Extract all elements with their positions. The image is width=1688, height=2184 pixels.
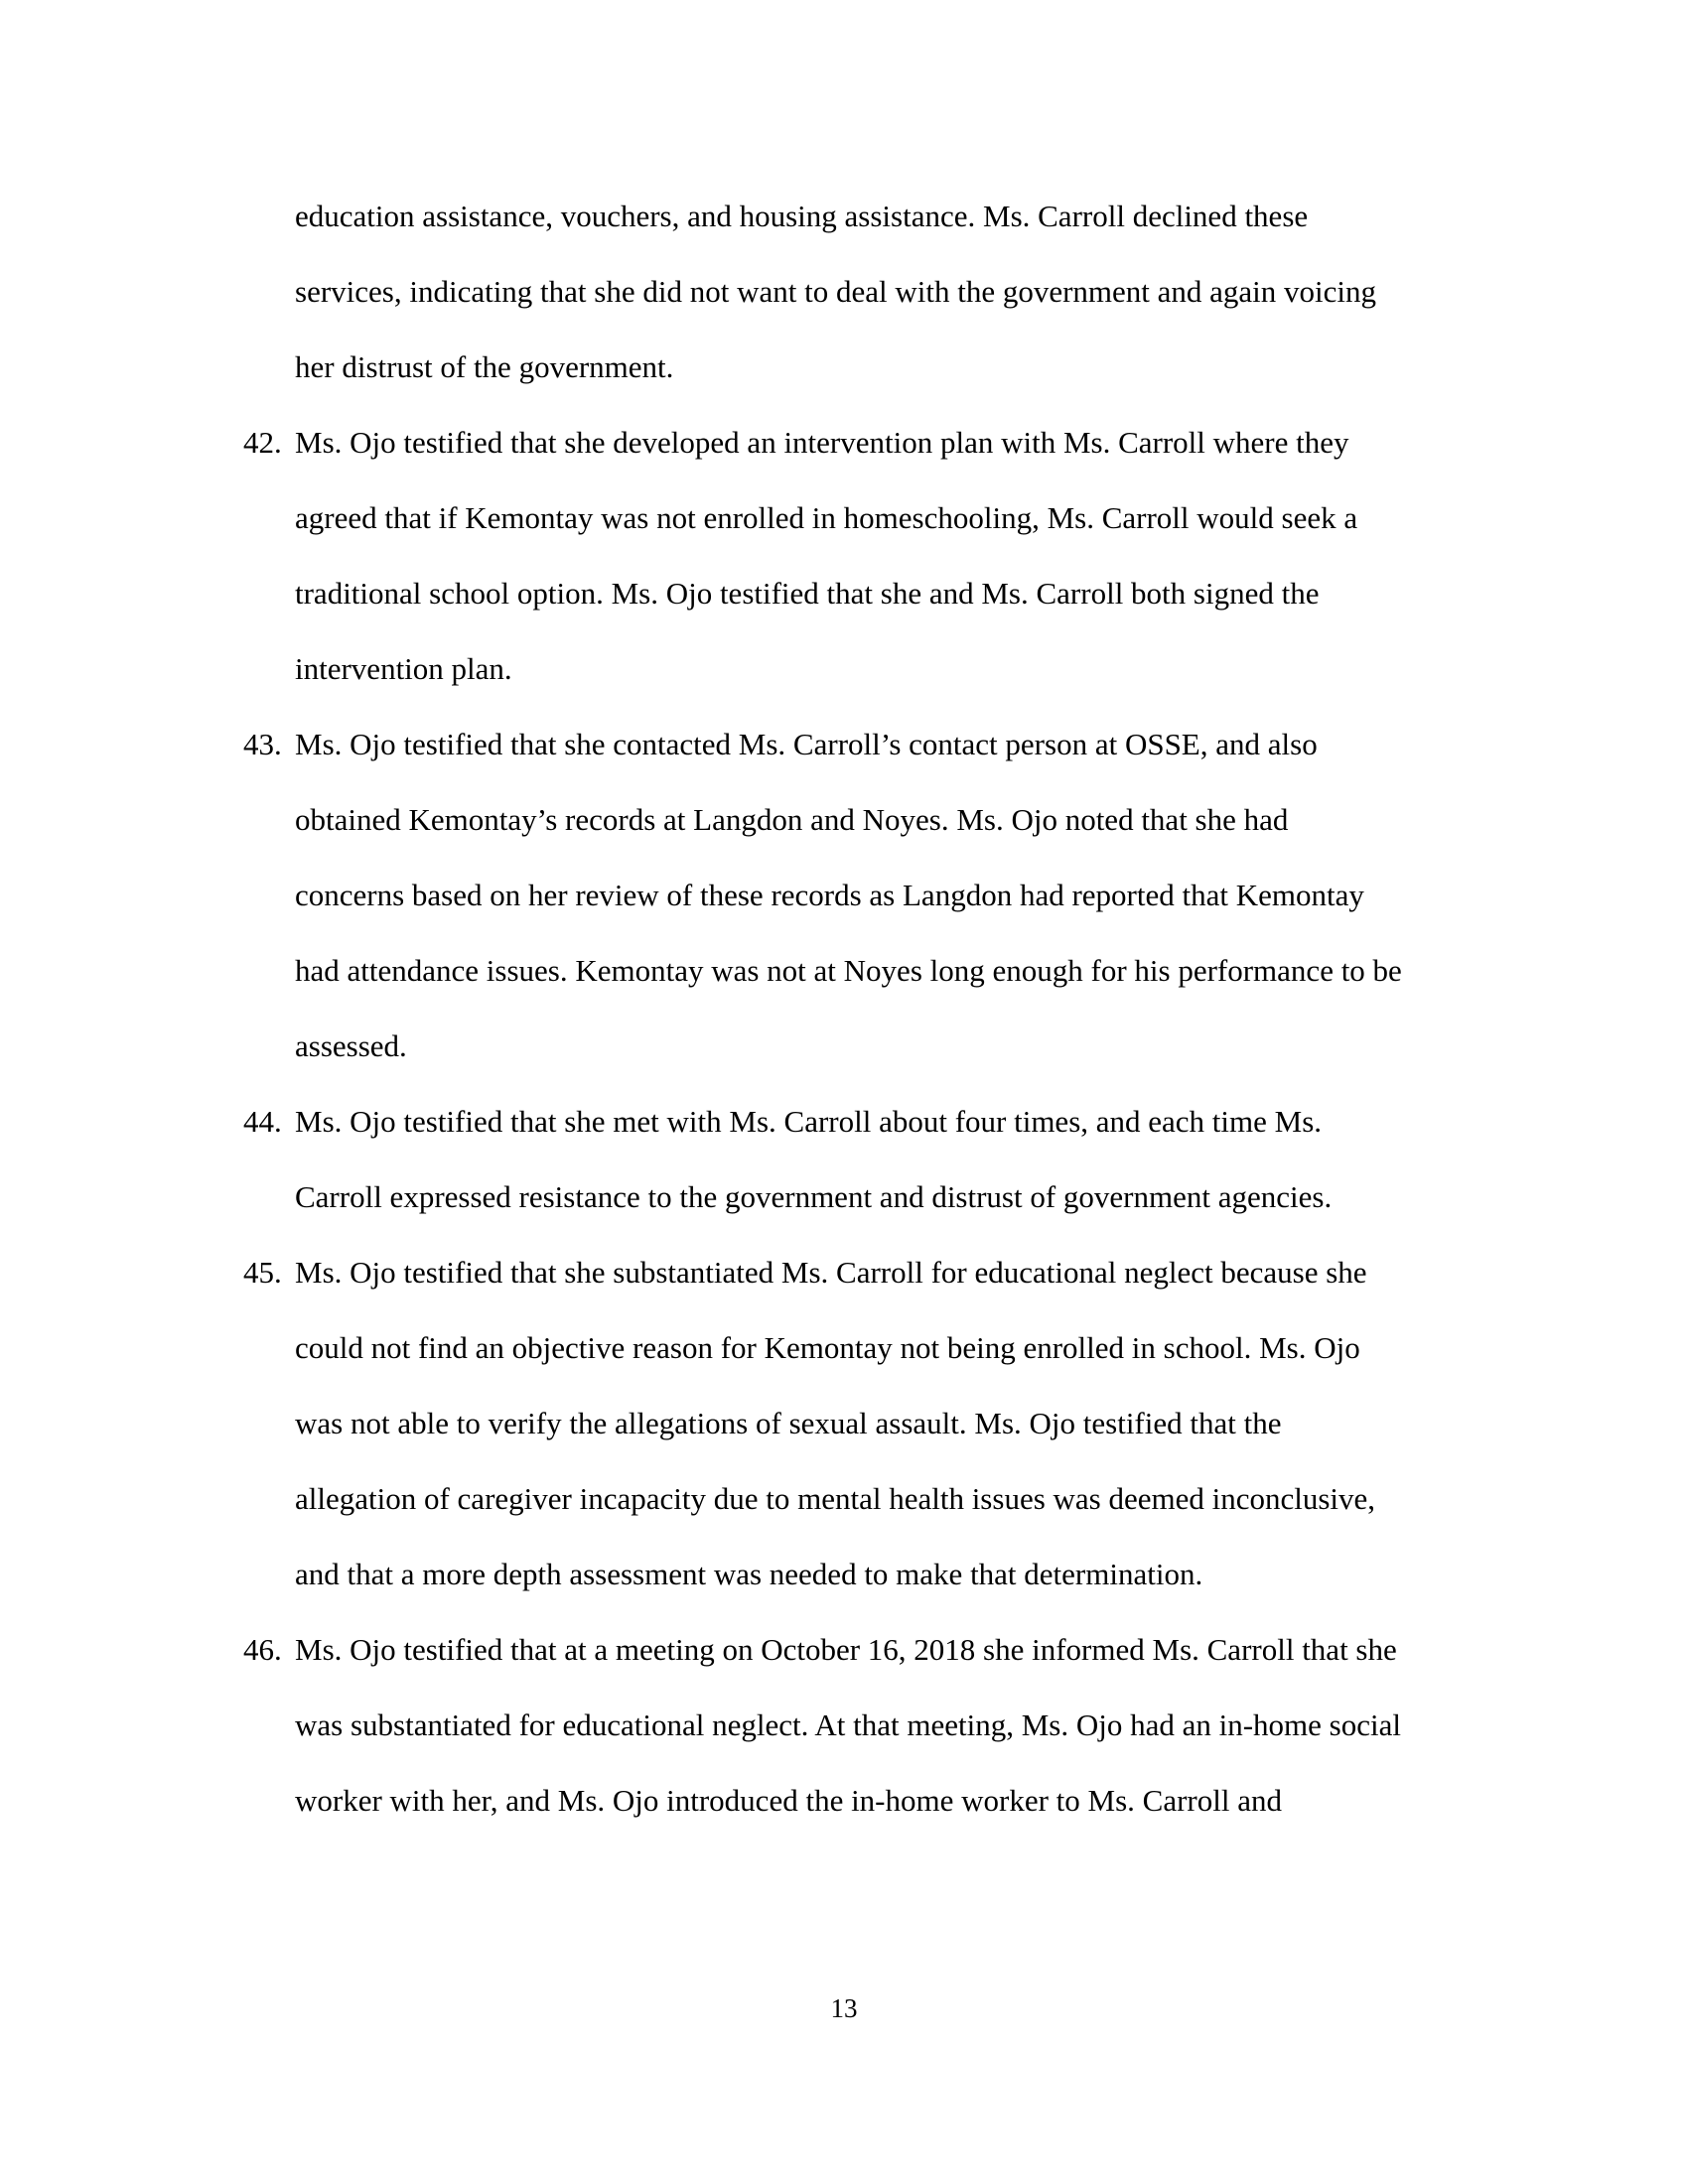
text-line: obtained Kemontay’s records at Langdon and Noyes. Ms. Ojo noted that she had: [295, 802, 1289, 837]
text-line: Ms. Ojo testified that she met with Ms. Carroll about four times, and each time Ms.: [295, 1104, 1323, 1139]
text-line: Ms. Ojo testified that at a meeting on October 16, 2018 she informed Ms. Carroll that she: [295, 1632, 1397, 1667]
text-line: allegation of caregiver incapacity due to mental health issues was deemed inconclusive,: [295, 1481, 1376, 1516]
text-line: Ms. Ojo testified that she contacted Ms. Carroll’s contact person at OSSE, and also: [295, 727, 1318, 761]
text-line: Carroll expressed resistance to the government and distrust of government agencies.: [295, 1179, 1333, 1214]
text-line: had attendance issues. Kemontay was not at Noyes long enough for his performance to be: [295, 953, 1402, 988]
text-line: could not find an objective reason for Kemontay not being enrolled in school. Ms. Ojo: [295, 1330, 1360, 1365]
text-line: her distrust of the government.: [295, 349, 674, 384]
text-line: Ms. Ojo testified that she substantiated Ms. Carroll for educational neglect because she: [295, 1255, 1367, 1290]
text-line: concerns based on her review of these records as Langdon had reported that Kemontay: [295, 878, 1364, 912]
paragraph-number: 43.: [243, 727, 282, 761]
text-line: was not able to verify the allegations of sexual assault. Ms. Ojo testified that the: [295, 1406, 1282, 1440]
page-number: 13: [830, 1993, 858, 2023]
text-line: worker with her, and Ms. Ojo introduced the in-home worker to Ms. Carroll and: [295, 1783, 1282, 1818]
paragraph-number: 46.: [243, 1632, 282, 1667]
text-line: agreed that if Kemontay was not enrolled in homeschooling, Ms. Carroll would seek a: [295, 500, 1358, 535]
paragraph-number: 42.: [243, 425, 282, 460]
text-line: traditional school option. Ms. Ojo testified that she and Ms. Carroll both signed the: [295, 576, 1320, 611]
text-line: education assistance, vouchers, and housing assistance. Ms. Carroll declined these: [295, 199, 1309, 233]
text-line: services, indicating that she did not want to deal with the government and again voicing: [295, 274, 1377, 309]
text-line: assessed.: [295, 1028, 407, 1063]
paragraph-number: 44.: [243, 1104, 282, 1139]
text-line: was substantiated for educational neglect. At that meeting, Ms. Ojo had an in-home social: [295, 1707, 1401, 1742]
text-line: Ms. Ojo testified that she developed an intervention plan with Ms. Carroll where they: [295, 425, 1349, 460]
text-line: and that a more depth assessment was needed to make that determination.: [295, 1557, 1203, 1591]
paragraph-number: 45.: [243, 1255, 282, 1290]
text-line: intervention plan.: [295, 651, 512, 686]
